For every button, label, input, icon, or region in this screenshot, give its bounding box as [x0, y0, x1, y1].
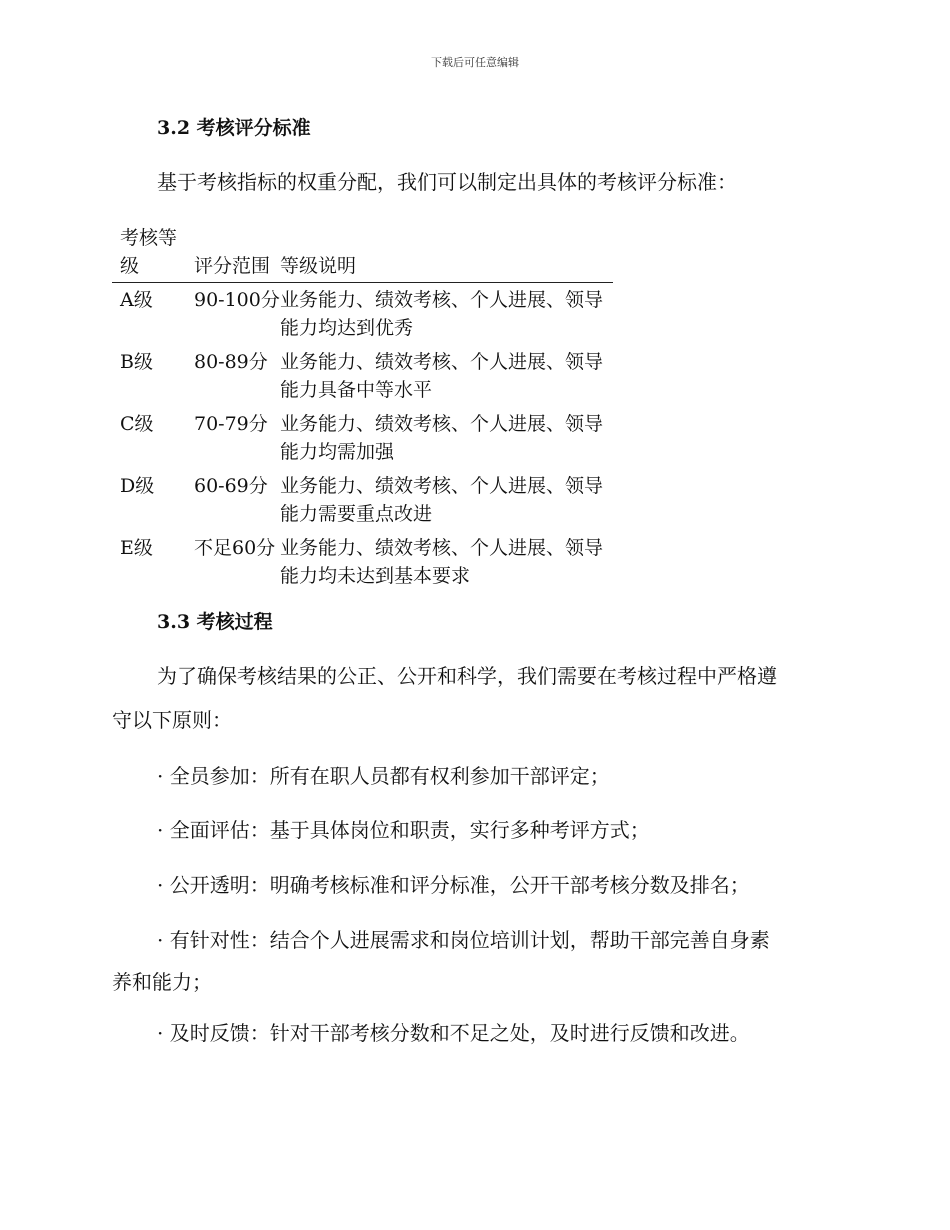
table-row	[112, 342, 613, 404]
table-row	[112, 404, 613, 466]
section-3-3-heading: 3.3 考核过程	[157, 611, 273, 633]
bullet-item: · 全面评估：基于具体岗位和职责，实行多种考评方式；	[157, 818, 650, 842]
cell-score: 90-100分	[194, 289, 280, 311]
table-row	[112, 528, 613, 590]
table-row	[112, 466, 613, 528]
cell-description: 业务能力、绩效考核、个人进展、领导能力均未达到基本要求	[280, 537, 604, 587]
table-header-row	[112, 224, 613, 283]
cell-grade: E级	[120, 537, 153, 559]
section-3-3-intro-line2: 守以下原则：	[112, 708, 232, 732]
section-3-2-heading: 3.2 考核评分标准	[157, 117, 311, 139]
table-row	[112, 283, 613, 343]
header-grade: 考核等级	[112, 224, 194, 283]
cell-score: 不足60分	[194, 537, 276, 559]
cell-description: 业务能力、绩效考核、个人进展、领导能力均需加强	[280, 413, 604, 463]
header-score-range: 评分范围	[194, 224, 280, 283]
cell-score: 80-89分	[194, 351, 268, 373]
header-description: 等级说明	[280, 224, 613, 283]
bullet-item: · 有针对性：结合个人进展需求和岗位培训计划，帮助干部完善自身素	[157, 928, 770, 952]
section-3-2-intro: 基于考核指标的权重分配，我们可以制定出具体的考核评分标准：	[157, 170, 737, 194]
cell-grade: A级	[120, 289, 153, 311]
cell-grade: D级	[120, 475, 155, 497]
bullet-item-continuation: 养和能力；	[112, 970, 212, 994]
bullet-item: · 公开透明：明确考核标准和评分标准，公开干部考核分数及排名；	[157, 873, 750, 897]
cell-description: 业务能力、绩效考核、个人进展、领导能力均达到优秀	[280, 289, 604, 339]
bullet-item: · 及时反馈：针对干部考核分数和不足之处，及时进行反馈和改进。	[157, 1021, 750, 1045]
cell-description: 业务能力、绩效考核、个人进展、领导能力需要重点改进	[280, 475, 604, 525]
bullet-item: · 全员参加：所有在职人员都有权利参加干部评定；	[157, 764, 610, 788]
cell-score: 70-79分	[194, 413, 268, 435]
cell-score: 60-69分	[194, 475, 268, 497]
grade-table	[112, 224, 613, 590]
cell-grade: C级	[120, 413, 154, 435]
section-3-3-intro-line1: 为了确保考核结果的公正、公开和科学，我们需要在考核过程中严格遵	[157, 664, 777, 688]
page-header: 下载后可任意编辑	[431, 56, 519, 69]
cell-grade: B级	[120, 351, 153, 373]
cell-description: 业务能力、绩效考核、个人进展、领导能力具备中等水平	[280, 351, 604, 401]
